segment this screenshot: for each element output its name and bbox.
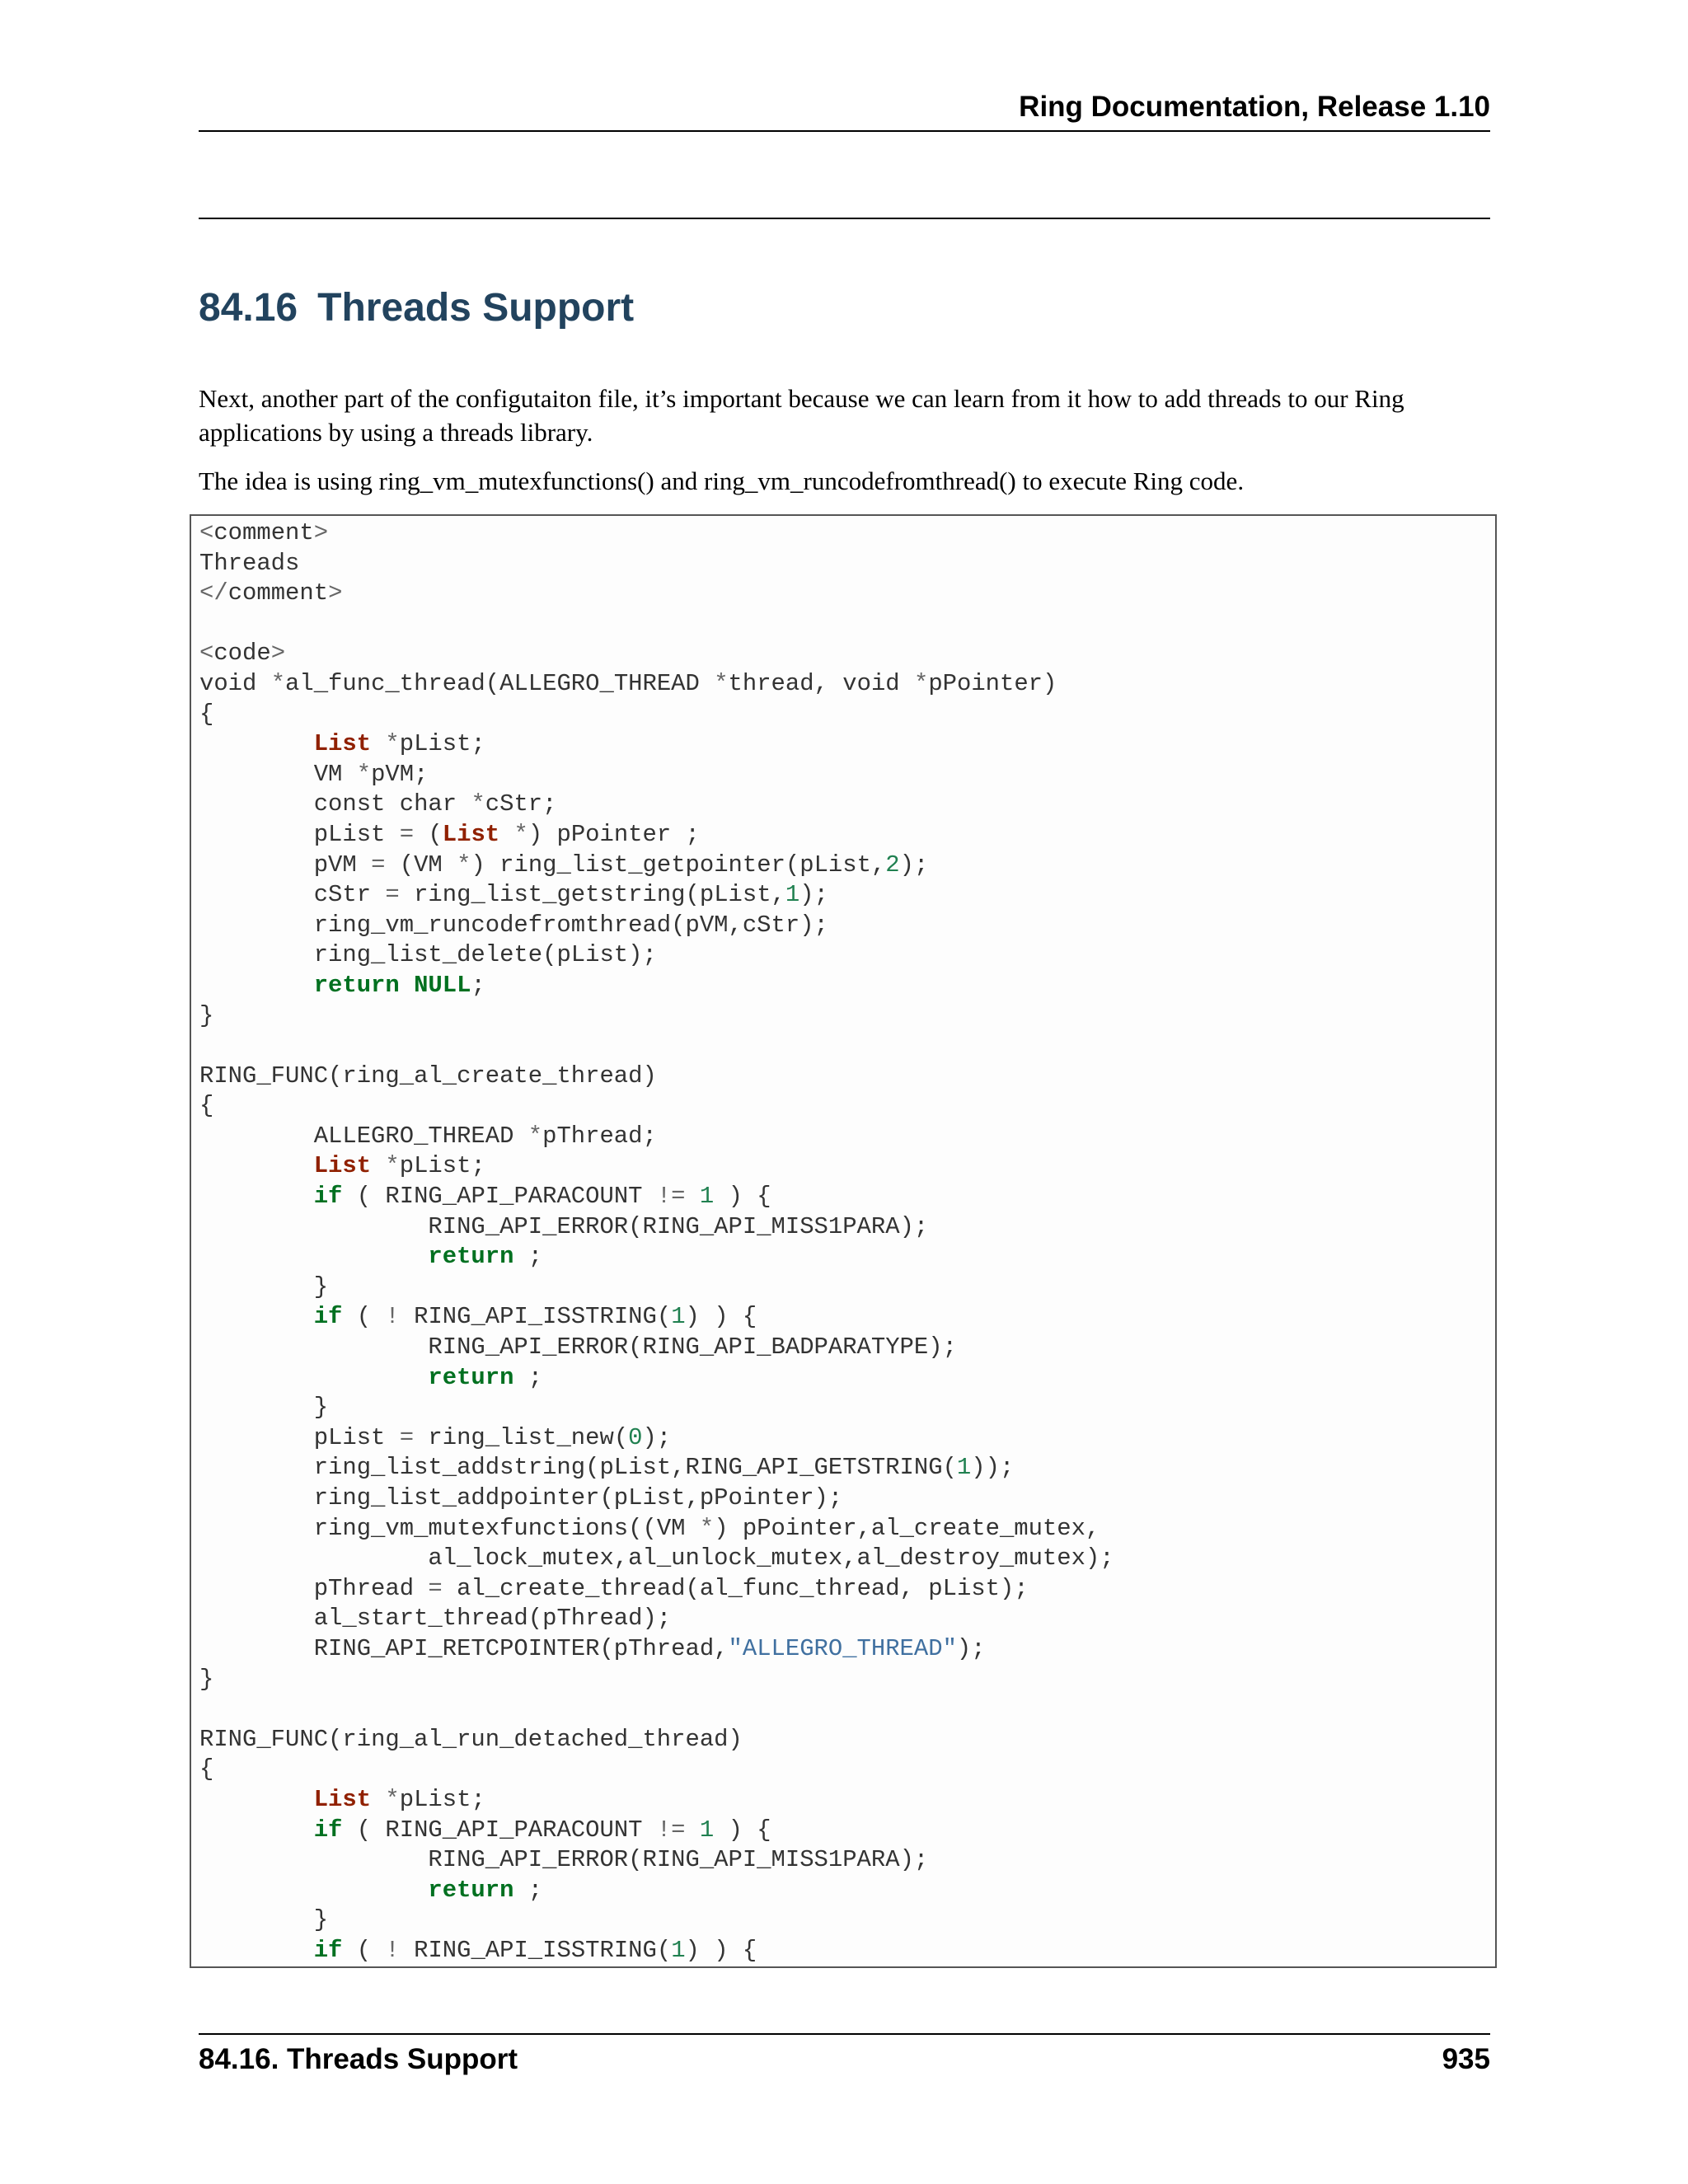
code-line: ring_vm_runcodefromthread(pVM,cStr); bbox=[313, 911, 828, 939]
code-line: } bbox=[199, 1001, 214, 1029]
header-rule bbox=[199, 130, 1490, 132]
code-keyword: if bbox=[313, 1936, 343, 1964]
code-line: pVM = (VM *) ring_list_getpointer(pList,2); bbox=[313, 851, 929, 879]
code-line: return ; bbox=[428, 1243, 543, 1271]
code-line: RING_API_ERROR(RING_API_BADPARATYPE); bbox=[428, 1333, 957, 1361]
code-number: 1 bbox=[671, 1303, 686, 1331]
code-line: al_start_thread(pThread); bbox=[313, 1605, 672, 1633]
code-type: List bbox=[442, 820, 500, 848]
code-line: pList = ring_list_new(0); bbox=[313, 1423, 672, 1451]
code-operator: != bbox=[656, 1183, 686, 1211]
code-type: List bbox=[313, 730, 372, 758]
code-operator: * bbox=[714, 669, 729, 697]
code-line: pThread = al_create_thread(al_func_thread, pList); bbox=[313, 1574, 1029, 1602]
code-operator: * bbox=[513, 820, 528, 848]
code-operator: < bbox=[199, 640, 214, 668]
code-operator: < bbox=[199, 519, 214, 546]
code-line: { bbox=[199, 1755, 214, 1783]
code-line: cStr = ring_list_getstring(pList,1); bbox=[313, 881, 828, 909]
idea-paragraph: The idea is using ring_vm_mutexfunctions() and ring_vm_runcodefromthread() to execute Ring code. bbox=[199, 466, 1245, 495]
code-line: RING_API_ERROR(RING_API_MISS1PARA); bbox=[428, 1212, 929, 1240]
code-keyword: NULL bbox=[414, 971, 471, 999]
code-line: void *al_func_thread(ALLEGRO_THREAD *thread, void *pPointer) bbox=[199, 669, 1057, 697]
code-operator: * bbox=[385, 1785, 400, 1813]
code-operator: = bbox=[371, 851, 386, 879]
code-operator: * bbox=[528, 1122, 543, 1150]
code-line: if ( RING_API_PARACOUNT != 1 ) { bbox=[313, 1183, 771, 1211]
section-title: Threads Support bbox=[317, 286, 635, 330]
code-line: List *pList; bbox=[313, 1785, 485, 1813]
code-line: </comment> bbox=[199, 579, 343, 607]
footer-rule bbox=[199, 2033, 1490, 2035]
code-line: return ; bbox=[428, 1876, 543, 1904]
code-line: pList = (List *) pPointer ; bbox=[313, 820, 700, 848]
code-line: return ; bbox=[428, 1363, 543, 1391]
code-line: RING_API_ERROR(RING_API_MISS1PARA); bbox=[428, 1846, 929, 1874]
code-number: 1 bbox=[699, 1183, 715, 1211]
code-string: "ALLEGRO_THREAD" bbox=[728, 1634, 957, 1662]
code-line: RING_FUNC(ring_al_create_thread) bbox=[199, 1062, 657, 1090]
code-line: List *pList; bbox=[313, 730, 485, 758]
code-line: { bbox=[199, 700, 214, 728]
intro-paragraph: Next, another part of the configutaiton file, it’s important because we can learn from it how to add threads to our Ring applications by using a threads library. bbox=[199, 384, 1404, 447]
code-keyword: return bbox=[313, 971, 400, 999]
code-keyword: return bbox=[428, 1876, 514, 1904]
code-operator: * bbox=[356, 760, 372, 788]
code-block bbox=[190, 514, 1497, 1968]
code-operator: > bbox=[328, 579, 343, 607]
code-line: { bbox=[199, 1092, 214, 1120]
code-operator: ! bbox=[385, 1936, 400, 1964]
page-header-title: Ring Documentation, Release 1.10 bbox=[1019, 91, 1490, 123]
footer-section-label: 84.16. Threads Support bbox=[199, 2043, 518, 2075]
code-line: List *pList; bbox=[313, 1152, 485, 1180]
code-operator: = bbox=[428, 1574, 443, 1602]
code-keyword: return bbox=[428, 1243, 514, 1271]
code-line: al_lock_mutex,al_unlock_mutex,al_destroy_mutex); bbox=[428, 1544, 1114, 1572]
code-number: 1 bbox=[699, 1816, 715, 1844]
code-line: } bbox=[313, 1906, 329, 1934]
code-keyword: if bbox=[313, 1816, 343, 1844]
code-operator: ! bbox=[385, 1303, 400, 1331]
code-line: RING_FUNC(ring_al_run_detached_thread) bbox=[199, 1725, 743, 1753]
code-operator: != bbox=[656, 1816, 686, 1844]
code-keyword: return bbox=[428, 1363, 514, 1391]
code-operator: * bbox=[270, 669, 286, 697]
code-operator: * bbox=[471, 790, 485, 818]
code-line: } bbox=[313, 1394, 329, 1422]
code-operator: * bbox=[457, 851, 471, 879]
code-line: ring_vm_mutexfunctions((VM *) pPointer,al_create_mutex, bbox=[313, 1514, 1100, 1542]
code-line: } bbox=[313, 1272, 329, 1301]
code-operator: = bbox=[385, 881, 400, 909]
code-operator: = bbox=[399, 1423, 415, 1451]
section-rule bbox=[199, 218, 1490, 219]
code-operator: > bbox=[313, 519, 329, 546]
section-heading bbox=[199, 285, 634, 330]
section-number: 84.16 bbox=[199, 286, 298, 330]
code-operator: * bbox=[385, 1152, 400, 1180]
code-operator: * bbox=[913, 669, 929, 697]
code-line: ring_list_addstring(pList,RING_API_GETSTRING(1)); bbox=[313, 1454, 1015, 1482]
code-line: const char *cStr; bbox=[313, 790, 557, 818]
code-line: VM *pVM; bbox=[313, 760, 429, 788]
code-keyword: if bbox=[313, 1303, 343, 1331]
code-number: 1 bbox=[956, 1454, 972, 1482]
code-number: 2 bbox=[885, 851, 900, 879]
code-operator: < bbox=[199, 579, 214, 607]
code-operator: / bbox=[213, 579, 228, 607]
code-line: if ( ! RING_API_ISSTRING(1) ) { bbox=[313, 1303, 757, 1331]
code-line: return NULL; bbox=[313, 971, 485, 999]
code-line: ring_list_addpointer(pList,pPointer); bbox=[313, 1484, 843, 1511]
code-line: ring_list_delete(pList); bbox=[313, 941, 657, 969]
code-line: if ( RING_API_PARACOUNT != 1 ) { bbox=[313, 1816, 771, 1844]
code-type: List bbox=[313, 1785, 372, 1813]
code-operator: * bbox=[385, 730, 400, 758]
footer-page-number: 935 bbox=[1442, 2043, 1490, 2075]
code-line: Threads bbox=[199, 549, 300, 577]
code-line: if ( ! RING_API_ISSTRING(1) ) { bbox=[313, 1936, 757, 1964]
code-line: <code> bbox=[199, 640, 286, 668]
code-type: List bbox=[313, 1152, 372, 1180]
code-number: 1 bbox=[671, 1936, 686, 1964]
code-listing bbox=[191, 516, 1495, 1966]
code-line: } bbox=[199, 1665, 214, 1693]
code-line: <comment> bbox=[199, 519, 329, 546]
code-number: 1 bbox=[785, 881, 800, 909]
code-line: ALLEGRO_THREAD *pThread; bbox=[313, 1122, 657, 1150]
code-keyword: if bbox=[313, 1183, 343, 1211]
code-operator: > bbox=[270, 640, 286, 668]
code-operator: = bbox=[399, 820, 415, 848]
code-number: 0 bbox=[628, 1423, 643, 1451]
code-line: RING_API_RETCPOINTER(pThread,"ALLEGRO_THREAD"); bbox=[313, 1634, 986, 1662]
code-operator: * bbox=[699, 1514, 715, 1542]
